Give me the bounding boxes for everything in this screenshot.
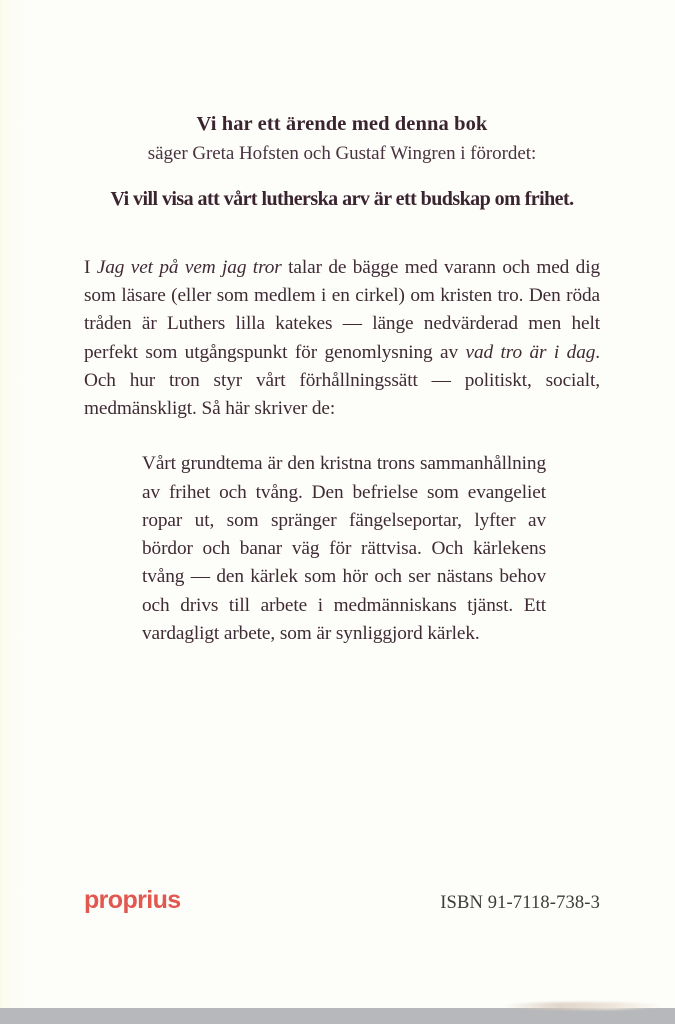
isbn-text: ISBN 91-7118-738-3 (440, 893, 600, 913)
body-text-middle: talar de bägge med varann och med dig som läsare (eller som medlem i en cirkel) om kristen tro. Den röda tråden är Luthers lilla katekes — länge nedvärderad men helt perfekt som utgångspunkt för genomlysning av (84, 256, 600, 363)
book-title-italic: Jag vet på vem jag tror (96, 256, 282, 278)
scan-edge-highlight (503, 1002, 663, 1010)
theme-phrase-italic: vad tro är i dag (465, 341, 596, 363)
headline-attribution: säger Greta Hofsten och Gustaf Wingren i förordet: (147, 143, 537, 165)
authors-quote: Vårt grundtema är den kristna trons sammanhållning av frihet och tvång. Den befrielse som evangeliet ropar ut, som spränger fängelseportar, lyfter av bördor och banar väg för rättvisa. Och kärlekens tvång — den kärlek som hör och ser nästans behov och drivs till arbete i medmänniskans tjänst. Ett vardagligt arbete, som är synliggjord kärlek. (142, 453, 546, 644)
scan-edge-strip (0, 1008, 675, 1024)
body-text-lead: I (84, 256, 97, 278)
publisher-logo-proprius: proprius (84, 886, 181, 914)
body-paragraph (84, 254, 600, 424)
cover-content (84, 0, 600, 667)
headline-main: Vi har ett ärende med denna bok (196, 113, 488, 135)
body-text-tail: . Och hur tron styr vårt förhållningssätt — politiskt, socialt, medmänskligt. Så här skriver de: (84, 341, 601, 420)
headline-block (84, 0, 600, 212)
headline-claim: Vi vill visa att vårt lutherska arv är ett budskap om frihet. (110, 187, 574, 210)
cover-footer (84, 888, 600, 913)
